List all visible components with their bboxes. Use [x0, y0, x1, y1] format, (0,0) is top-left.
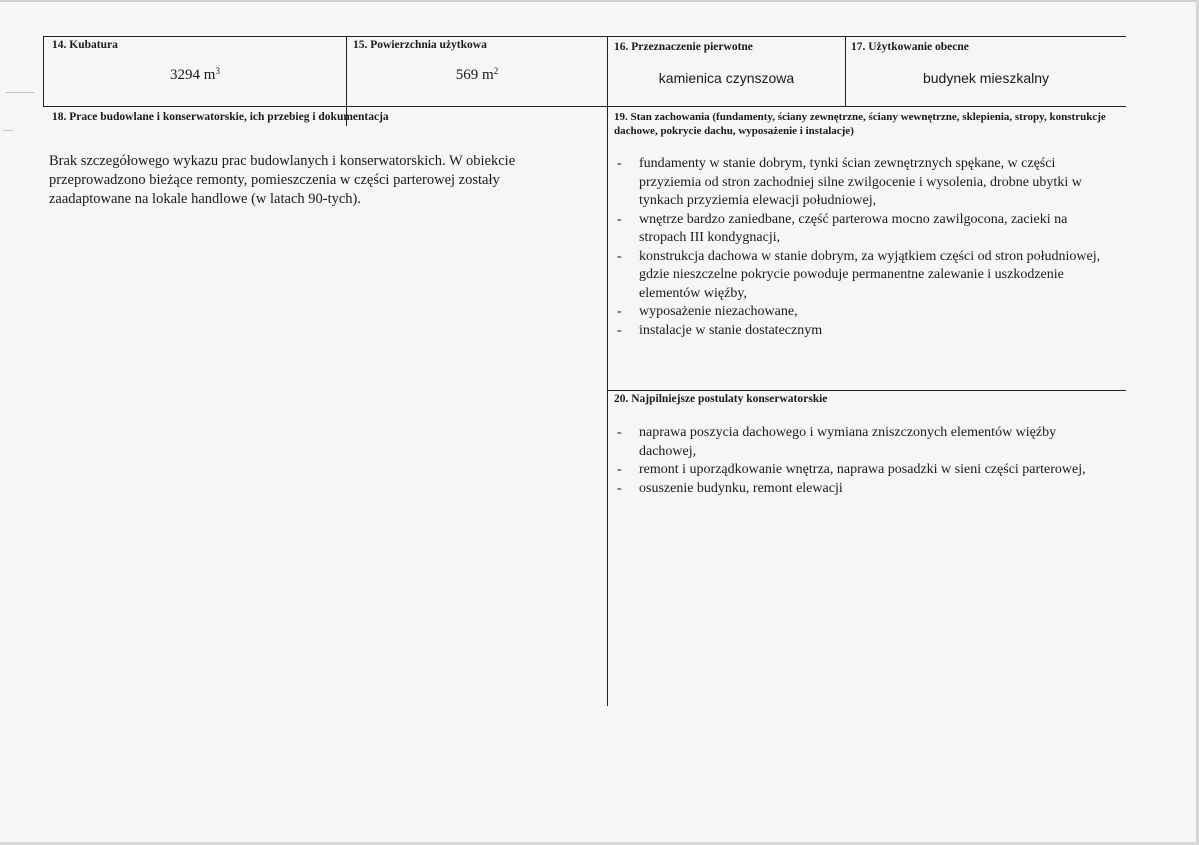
table-top-border — [43, 36, 1126, 37]
list-item: - konstrukcja dachowa w stanie dobrym, za wyjątkiem części od stron południowej, gdzie nieszczelne pokrycie powoduje permanentne zalewanie i uszkodzenie elementów więźby, — [611, 248, 1111, 304]
list-item: - naprawa poszycia dachowego i wymiana zniszczonych elementów więźby dachowej, — [611, 424, 1111, 461]
scan-speck — [5, 92, 35, 93]
field-14-value: 3294 $m^3$ — [170, 66, 220, 83]
row-divider-1 — [43, 106, 1126, 107]
field-20-label: 20. Najpilniejsze postulaty konserwatorskie — [614, 393, 828, 405]
field-15-value: 569 $m^2$ — [455, 66, 499, 83]
list-item: - fundamenty w stanie dobrym, tynki ścian zewnętrznych spękane, w części przyziemia od stron zachodniej silne zwilgocenie i wysolenia, drobne ubytki w tynkach przyziemia elewacji południowej, — [611, 155, 1111, 211]
column-divider-main — [607, 36, 608, 706]
field-20-list — [611, 424, 1111, 498]
field-18-text: Brak szczegółowego wykazu prac budowlanych i konserwatorskich. W obiekcie przeprowadzono bieżące remonty, pomieszczenia w części parterowej zostały zaadaptowane na lokale handlowe (w latach 90-tych). — [49, 153, 516, 207]
list-item: - wyposażenie niezachowane, — [611, 303, 1111, 322]
list-item: - osuszenie budynku, remont elewacji — [611, 480, 1111, 499]
field-17-value: budynek mieszkalny — [922, 70, 1050, 86]
field-16-value: kamienica czynszowa — [658, 70, 795, 86]
row-divider-2 — [607, 390, 1126, 391]
field-18-label: 18. Prace budowlane i konserwatorskie, ich przebieg i dokumentacja — [52, 111, 389, 123]
field-15-label: 15. Powierzchnia użytkowa — [353, 39, 487, 51]
field-17-label: 17. Użytkowanie obecne — [851, 41, 969, 53]
field-19-label: 19. Stan zachowania (fundamenty, ściany zewnętrzne, ściany wewnętrzne, sklepienia, stropy, konstrukcje dachowe, pokrycie dachu, wyposażenie i instalacje) — [614, 111, 1106, 137]
list-item: - instalacje w stanie dostatecznym — [611, 322, 1111, 341]
scan-edge-top — [0, 0, 1199, 2]
field-16-label: 16. Przeznaczenie pierwotne — [614, 41, 753, 53]
field-14-label: 14. Kubatura — [52, 39, 118, 51]
list-item: - wnętrze bardzo zaniedbane, część parterowa mocno zawilgocona, zacieki na stropach III kondygnacji, — [611, 211, 1111, 248]
list-item: - remont i uporządkowanie wnętrza, naprawa posadzki w sieni części parterowej, — [611, 461, 1111, 480]
field-19-list — [611, 155, 1111, 340]
scan-speck — [3, 130, 13, 131]
